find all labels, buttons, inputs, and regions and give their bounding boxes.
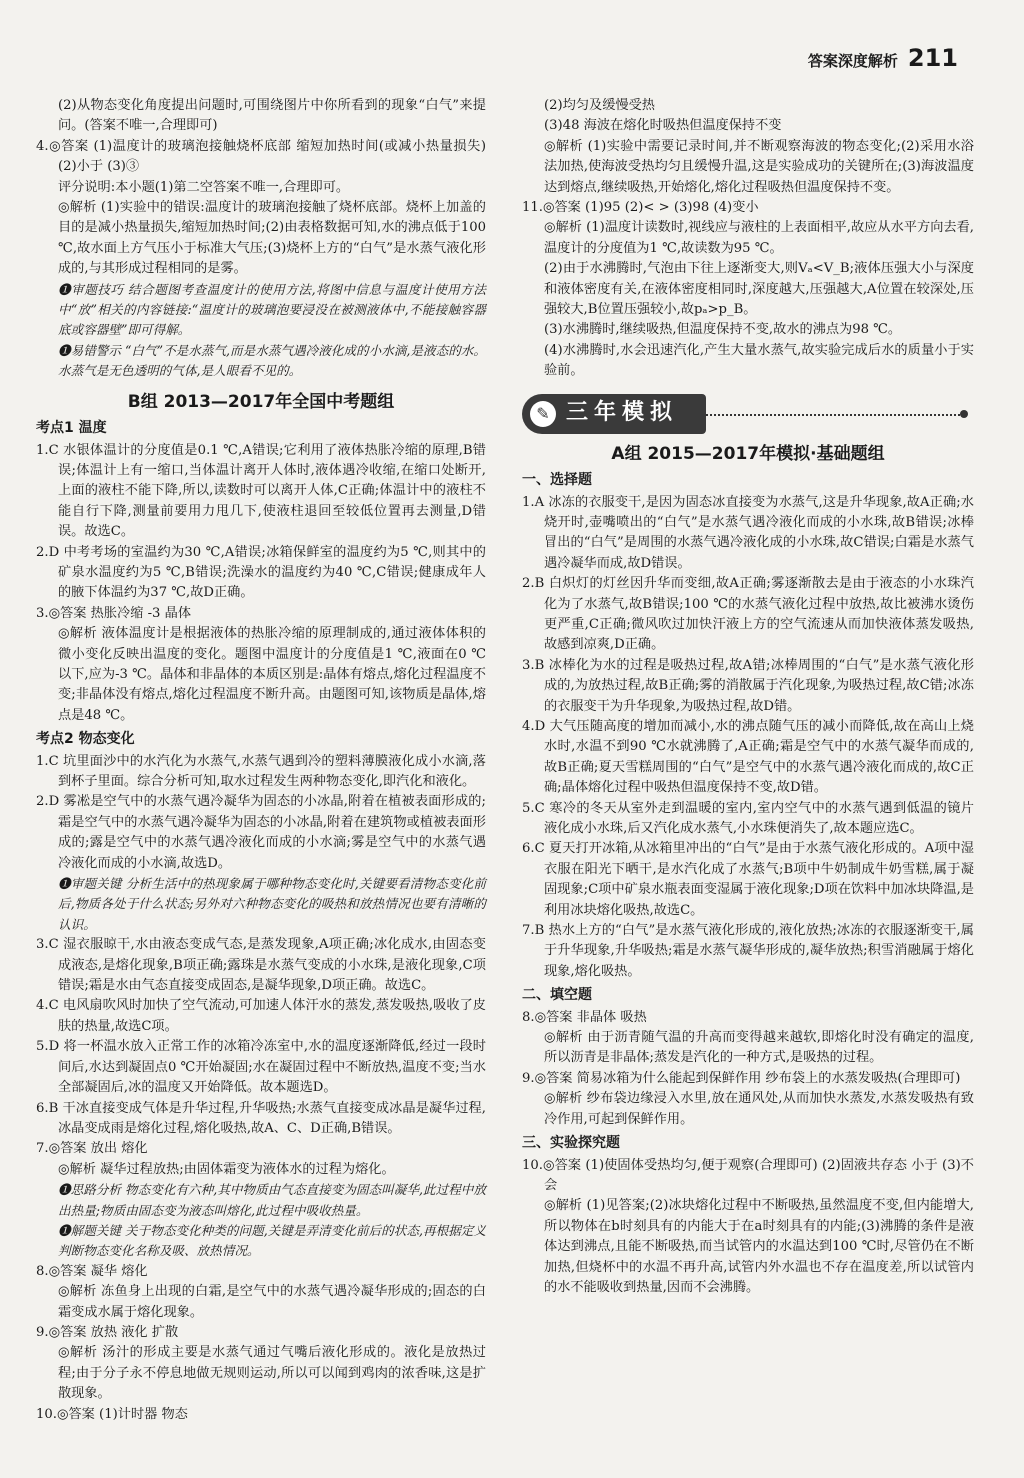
paragraph: (2)均匀及缓慢受热 (544, 98, 655, 113)
paragraph: ◎解析 液体温度计是根据液体的热胀冷缩的原理制成的,通过液体体积的微小变化反映出温度的变化。题图中温度计的分度值是1 ℃,液面在0 ℃以下,应为-3 ℃。晶体和非晶体的本质区别是:晶体有熔点,熔化过程温度不变;非晶体没有熔点,熔化过程温度不断升高。由题图可知,该物质是晶体,熔点是48 ℃。 (58, 626, 486, 723)
paragraph: ❶易错警示 “白气”不是水蒸气,而是水蒸气遇冷液化成的小水滴,是液态的水。水蒸气是无色透明的气体,是人眼看不见的。 (58, 342, 486, 379)
paragraph: (2)由于水沸腾时,气泡由下往上逐渐变大,则Vₐ<V_B;液体压强大小与深度和液体密度有关,在液体密度相同时,深度越大,压强越大,A位置在较深处,压强较大,B位置压强较小,故pₐ>p_B。 (544, 261, 974, 318)
paragraph: (4)水沸腾时,水会迅速汽化,产生大量水蒸气,故实验完成后水的质量小于实验前。 (544, 342, 974, 379)
section-heading: 二、填空题 (522, 987, 592, 1004)
paragraph: ❶思路分析 物态变化有六种,其中物质由气态直接变为固态叫凝华,此过程中放出热量;物质由固态变为液态叫熔化,此过程中吸收热量。 (58, 1182, 486, 1218)
paragraph: 9.◎答案 放热 液化 扩散 (36, 1324, 179, 1340)
paragraph: 2.B 白炽灯的灯丝因升华而变细,故A正确;雾逐渐散去是由于液态的小水珠汽化为了水蒸气,故B错误;100 ℃的水蒸气液化过程中放热,故比被沸水烫伤更严重,C正确;微风吹过加快汗液上方的空气流速从而加快液体蒸发吸热,故感到凉爽,D正确。 (522, 576, 974, 653)
section-heading: 考点1 温度 (36, 420, 107, 437)
paragraph: 11.◎答案 (1)95 (2)< > (3)98 (4)变小 (522, 200, 759, 216)
banner-title: 三年模拟 (566, 400, 679, 426)
paragraph: 10.◎答案 (1)使固体受热均匀,便于观察(合理即可) (2)固液共存态 小于 (3)不会 (522, 1157, 974, 1193)
paragraph: (2)从物态变化角度提出问题时,可围绕图片中你所看到的现象“白气”来提问。(答案不唯一,合理即可) (58, 98, 486, 134)
left-column (36, 96, 486, 1425)
paragraph: 2.D 雾凇是空气中的水蒸气遇冷凝华为固态的小冰晶,附着在植被表面形成的;霜是空气中的水蒸气遇冷凝华为固态的小冰晶,附着在建筑物或植被表面形成的;露是空气中的水蒸气遇冷液化而成的小水滴;雾是空气中的水蒸气遇冷液化而成的小水滴,故选D。 (36, 794, 486, 871)
section-heading: A组 2015—2017年模拟·基础题组 (611, 443, 885, 464)
header-title: 答案深度解析 (807, 52, 898, 70)
paragraph: ❶审题技巧 结合题图考查温度计的使用方法,将图中信息与温度计使用方法中“放”相关的内容链接:“温度计的玻璃泡要浸没在被测液体中,不能接触容器底或容器壁”即可得解。 (58, 281, 486, 338)
paragraph: ◎解析 (1)温度计读数时,视线应与液柱的上表面相平,故应从水平方向去看,温度计的分度值为1 ℃,故读数为95 ℃。 (544, 220, 974, 256)
paragraph: 1.C 坑里面沙中的水汽化为水蒸气,水蒸气遇到冷的塑料薄膜液化成小水滴,落到杯子里面。综合分析可知,取水过程发生两种物态变化,即汽化和液化。 (36, 753, 486, 789)
paragraph: ❶审题关键 分析生活中的热现象属于哪种物态变化时,关键要看清物态变化前后,物质各处于什么状态;另外对六种物态变化的吸热和放热情况也要有清晰的认识。 (58, 876, 486, 932)
paragraph: ◎解析 由于沥青随气温的升高而变得越来越软,即熔化时没有确定的温度,所以沥青是非晶体;蒸发是汽化的一种方式,是吸热的过程。 (544, 1030, 974, 1066)
paragraph: 3.◎答案 热胀冷缩 -3 晶体 (36, 605, 192, 621)
paragraph: ◎解析 凝华过程放热;由固体霜变为液体水的过程为熔化。 (58, 1161, 395, 1177)
paragraph: 1.C 水银体温计的分度值是0.1 ℃,A错误;它利用了液体热胀冷缩的原理,B错误;体温计上有一缩口,当体温计离开人体时,液体遇冷收缩,在缩口处断开,上面的液柱不能下降,所以,读数时可以离开人体,C正确;体温计中的液柱不能自行下降,测量前要用力甩几下,使液柱退回至较低位置再去测量,D错误。故选C。 (36, 442, 486, 540)
section-banner (522, 394, 974, 434)
paragraph: 5.D 将一杯温水放入正常工作的冰箱冷冻室中,水的温度逐渐降低,经过一段时间后,水达到凝固点0 ℃开始凝固;水在凝固过程中不断放热,温度不变;当水全部凝固后,冰的温度又开始降低。故本题选D。 (36, 1039, 486, 1096)
paragraph: (3)48 海波在熔化时吸热但温度保持不变 (544, 118, 782, 134)
paragraph: 6.B 干冰直接变成气体是升华过程,升华吸热;水蒸气直接变成冰晶是凝华过程,冰晶变成雨是熔化过程,熔化吸热,故A、C、D正确,B错误。 (36, 1100, 486, 1136)
banner-rule (706, 414, 964, 416)
paragraph: 1.A 冰冻的衣服变干,是因为固态冰直接变为水蒸气,这是升华现象,故A正确;水烧开时,壶嘴喷出的“白气”是水蒸气遇冷液化而成的小水珠,故B错误;冰棒冒出的“白气”是周围的水蒸气遇冷液化成的小水珠,故C错误;白霜是水蒸气遇冷凝华而成,故D错误。 (522, 494, 974, 571)
section-heading: 考点2 物态变化 (36, 731, 135, 748)
paragraph: 9.◎答案 简易冰箱为什么能起到保鲜作用 纱布袋上的水蒸发吸热(合理即可) (522, 1070, 961, 1086)
paragraph: (3)水沸腾时,继续吸热,但温度保持不变,故水的沸点为98 ℃。 (544, 322, 902, 338)
paragraph: 5.C 寒冷的冬天从室外走到温暖的室内,室内空气中的水蒸气遇到低温的镜片液化成小水珠,后又汽化成水蒸气,小水珠便消失了,故本题应选C。 (522, 800, 974, 836)
paragraph: ◎解析 冻鱼身上出现的白霜,是空气中的水蒸气遇冷凝华形成的;固态的白霜变成水属于熔化现象。 (58, 1284, 486, 1320)
paragraph: 3.C 湿衣服晾干,水由液态变成气态,是蒸发现象,A项正确;冰化成水,由固态变成液态,是熔化现象,B项正确;露珠是水蒸气变成的小水珠,是液化现象,C项错误;霜是水由气态直接变成固态,是凝华现象,D项正确。故选C。 (36, 937, 486, 994)
paragraph: ◎解析 纱布袋边缘浸入水里,放在通风处,从而加快水蒸发,水蒸发吸热有致冷作用,可起到保鲜作用。 (544, 1091, 974, 1127)
paragraph: 4.C 电风扇吹风时加快了空气流动,可加速人体汗水的蒸发,蒸发吸热,吸收了皮肤的热量,故选C项。 (36, 998, 486, 1034)
page-header (808, 44, 958, 72)
pencil-icon: ✎ (530, 401, 556, 427)
paragraph: 6.C 夏天打开冰箱,从冰箱里冲出的“白气”是由于水蒸气液化形成的。A项中湿衣服在阳光下晒干,是水汽化成了水蒸气;B项中牛奶制成牛奶雪糕,属于凝固现象;C项中矿泉水瓶表面变湿属于液化现象;D项在饮料中加冰块降温,是利用冰块熔化吸热,故选C。 (522, 841, 974, 918)
paragraph: 4.D 大气压随高度的增加而减小,水的沸点随气压的减小而降低,故在高山上烧水时,水温不到90 ℃水就沸腾了,A正确;霜是空气中的水蒸气凝华而成的,故B正确;夏天雪糕周围的“白气”是空气中的水蒸气遇冷液化而成的,故C正确;晶体熔化过程中吸热但温度保持不变,故D错。 (522, 718, 974, 796)
paragraph: ◎解析 (1)实验中的错误:温度计的玻璃泡接触了烧杯底部。烧杯上加盖的目的是减小热量损失,缩短加热时间;(2)由表格数据可知,水的沸点低于100 ℃,故水面上方气压小于标准大气压;(3)烧杯上方的“白气”是水蒸气液化形成的,与其形成过程相同的是雾。 (58, 200, 486, 277)
paragraph: ❶解题关键 关于物态变化种类的问题,关键是弄清变化前后的状态,再根据定义判断物态变化名称及吸、放热情况。 (58, 1222, 486, 1259)
right-column-top (522, 96, 974, 382)
paragraph: 10.◎答案 (1)计时器 物态 (36, 1406, 188, 1422)
section-heading: 三、实验探究题 (522, 1135, 620, 1152)
paragraph: 8.◎答案 凝华 熔化 (36, 1263, 148, 1279)
paragraph: 7.B 热水上方的“白气”是水蒸气液化形成的,液化放热;冰冻的衣服逐渐变干,属于升华现象,升华吸热;霜是水蒸气凝华形成的,凝华放热;积雪消融属于熔化现象,熔化吸热。 (522, 923, 974, 979)
paragraph: 7.◎答案 放出 熔化 (36, 1141, 148, 1157)
section-heading: B组 2013—2017年全国中考题组 (127, 391, 395, 412)
paragraph: ◎解析 汤汁的形成主要是水蒸气通过气嘴后液化形成的。液化是放热过程;由于分子永不停息地做无规则运动,所以可以闻到鸡肉的浓香味,这是扩散现象。 (58, 1345, 486, 1402)
paragraph: ◎解析 (1)见答案;(2)冰块熔化过程中不断吸热,虽然温度不变,但内能增大,所以物体在b时刻具有的内能大于在a时刻具有的内能;(3)沸腾的条件是液体达到沸点,且能不断吸热,而当试管内的水温达到100 ℃时,尽管仍在不断加热,但烧杯中的水温不再升高,试管内外水温也不存在温度差,所以试管内的水不能吸收到热量,因而不会沸腾。 (544, 1198, 974, 1295)
paragraph: 2.D 中考考场的室温约为30 ℃,A错误;冰箱保鲜室的温度约为5 ℃,则其中的矿泉水温度约为5 ℃,B错误;洗澡水的温度约为40 ℃,C错误;健康成年人的腋下体温约为37 ℃,故D正确。 (36, 544, 486, 601)
paragraph: 评分说明:本小题(1)第二空答案不唯一,合理即可。 (58, 179, 350, 195)
right-column (522, 96, 974, 1298)
page-number: 211 (907, 44, 958, 72)
right-column-bottom (522, 444, 974, 1299)
paragraph: 8.◎答案 非晶体 吸热 (522, 1009, 647, 1025)
paragraph: 3.B 冰棒化为水的过程是吸热过程,故A错;冰棒周围的“白气”是水蒸气液化形成的,为放热过程,故B正确;雾的消散属于汽化现象,为吸热过程,故C错;冰冻的衣服变干为升华现象,为吸热过程,故D错。 (522, 657, 974, 714)
section-heading: 一、选择题 (522, 472, 592, 489)
paragraph: ◎解析 (1)实验中需要记录时间,并不断观察海波的物态变化;(2)采用水浴法加热,使海波受热均匀且缓慢升温,这是实验成功的关键所在;(3)海波温度达到熔点,继续吸热,开始熔化,熔化过程吸热但温度保持不变。 (544, 138, 974, 195)
banner-dot (960, 410, 968, 418)
paragraph: 4.◎答案 (1)温度计的玻璃泡接触烧杯底部 缩短加热时间(或减小热量损失) (2)小于 (3)③ (36, 138, 486, 175)
